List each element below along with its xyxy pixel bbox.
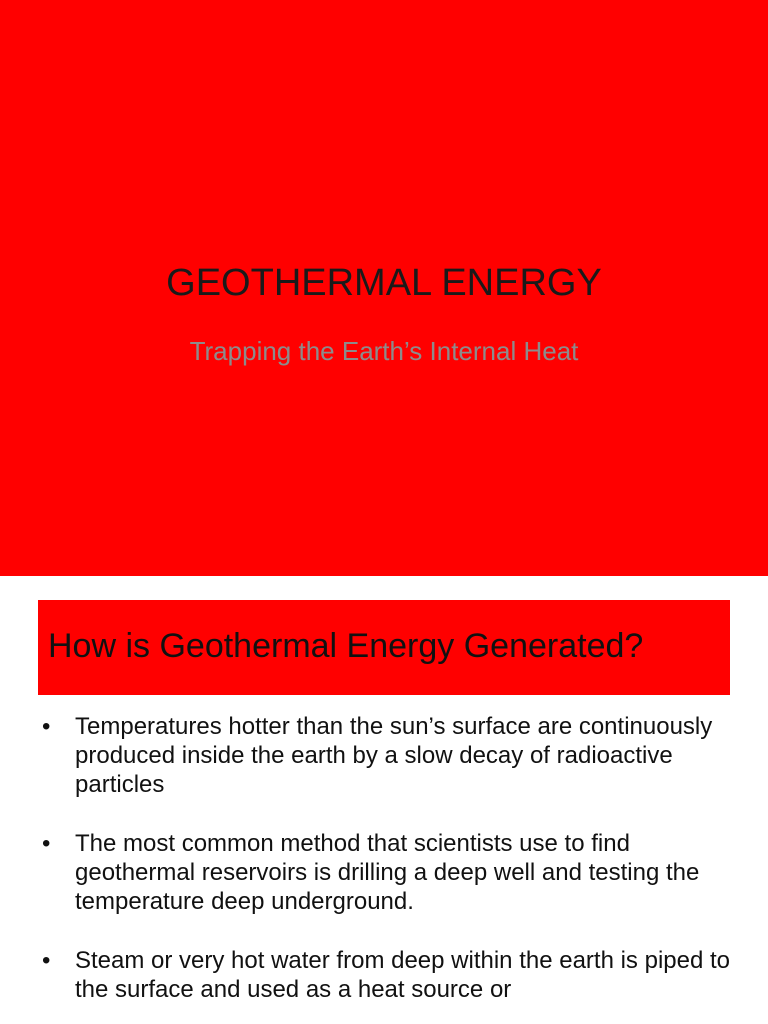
bullet-dot-icon: •: [42, 830, 51, 857]
bullet-item: [42, 829, 742, 916]
slide-title: GEOTHERMAL ENERGY: [166, 262, 602, 304]
heading-banner: [38, 600, 730, 695]
bullet-list: [42, 712, 742, 1024]
bullet-dot-icon: •: [42, 713, 51, 740]
content-slide: [0, 576, 768, 1024]
bullet-text: Steam or very hot water from deep within the earth is piped to the surface and used as a heat source or: [75, 947, 730, 1003]
slide-heading: How is Geothermal Energy Generated?: [48, 627, 644, 665]
bullet-text: The most common method that scientists use to find geothermal reservoirs is drilling a deep well and testing the temperature deep underground.: [75, 830, 700, 915]
bullet-item: [42, 712, 742, 799]
bullet-item: [42, 946, 742, 1004]
bullet-dot-icon: •: [42, 947, 51, 974]
bullet-text: Temperatures hotter than the sun’s surface are continuously produced inside the earth by a slow decay of radioactive particles: [75, 713, 713, 798]
slide-subtitle: Trapping the Earth’s Internal Heat: [189, 336, 579, 366]
